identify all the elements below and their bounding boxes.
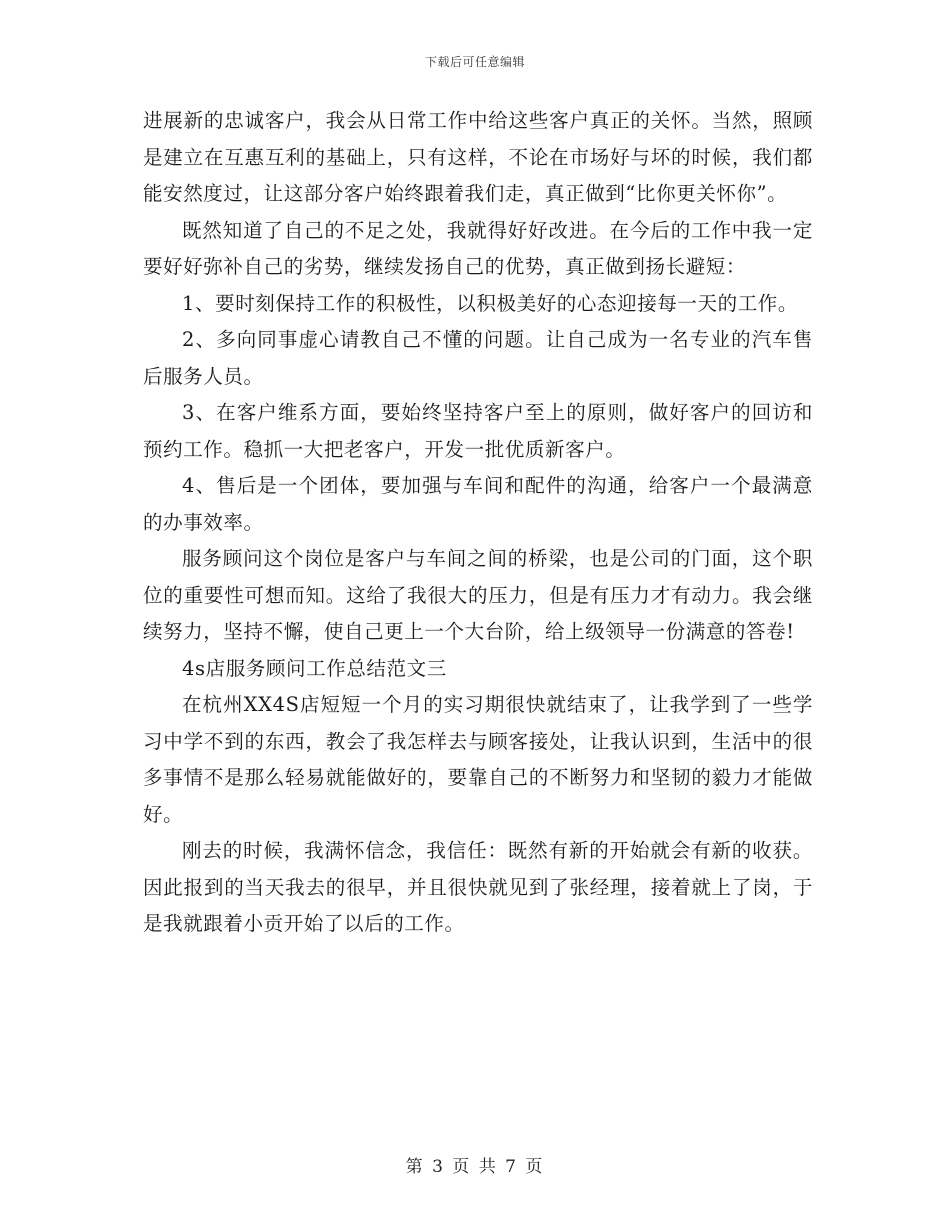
list-item: 3、在客户维系方面，要始终坚持客户至上的原则，做好客户的回访和预约工作。稳抓一大把老客户，开发一批优质新客户。 <box>143 401 813 461</box>
list-item: 1、要时刻保持工作的积极性，以积极美好的心态迎接每一天的工作。 <box>182 291 799 315</box>
paragraph: 服务顾问这个岗位是客户与车间之间的桥梁，也是公司的门面，这个职位的重要性可想而知。这给了我很大的压力，但是有压力才有动力。我会继续努力，坚持不懈，使自己更上一个大台阶，给上级领导一份满意的答卷! <box>143 547 813 643</box>
list-item: 4、售后是一个团体，要加强与车间和配件的沟通，给客户一个最满意的办事效率。 <box>143 474 813 534</box>
list-item: 2、多向同事虚心请教自己不懂的问题。让自己成为一名专业的汽车售后服务人员。 <box>143 328 813 388</box>
paragraph: 进展新的忠诚客户，我会从日常工作中给这些客户真正的关怀。当然，照顾是建立在互惠互利的基础上，只有这样，不论在市场好与坏的时候，我们都能安然度过，让这部分客户始终跟着我们走，真正做到“比你更关怀你”。 <box>143 109 813 205</box>
page-number: 第 3 页 共 7 页 <box>405 1157 545 1177</box>
document-body <box>143 103 813 943</box>
paragraph: 刚去的时候，我满怀信念，我信任：既然有新的开始就会有新的收获。因此报到的当天我去的很早，并且很快就见到了张经理，接着就上了岗，于是我就跟着小贡开始了以后的工作。 <box>143 839 813 935</box>
page-header: 下载后可任意编辑 <box>424 55 525 69</box>
section-title: 4s店服务顾问工作总结范文三 <box>182 656 447 680</box>
paragraph: 在杭州XX4S店短短一个月的实习期很快就结束了，让我学到了一些学习中学不到的东西，教会了我怎样去与顾客接处，让我认识到，生活中的很多事情不是那么轻易就能做好的，要靠自己的不断努力和坚韧的毅力才能做好。 <box>143 693 813 826</box>
paragraph: 既然知道了自己的不足之处，我就得好好改进。在今后的工作中我一定要好好弥补自己的劣势，继续发扬自己的优势，真正做到扬长避短： <box>143 218 813 278</box>
